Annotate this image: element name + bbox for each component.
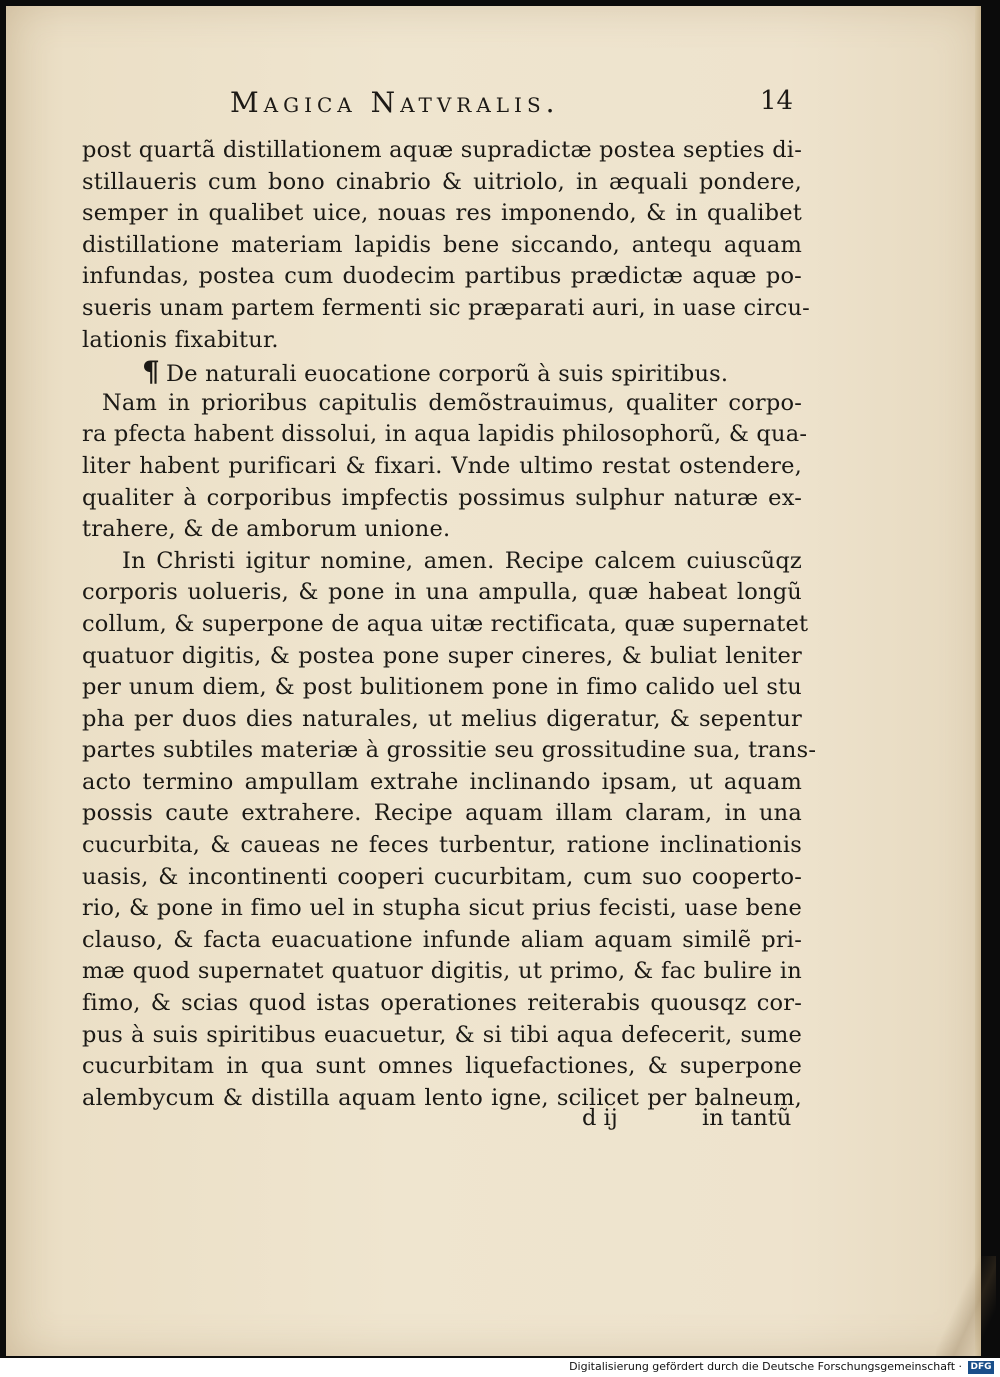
text-line: stillaueris cum bono cinabrio & uitriolo, in æquali pondere, (82, 168, 802, 195)
text-line: possis caute extrahere. Recipe aquam illam claram, in una (82, 800, 802, 827)
text-line: infundas, postea cum duodecim partibus prædictæ aquæ po- (82, 263, 802, 290)
text-line: per unum diem, & post bulitionem pone in fimo calido uel stu (82, 674, 802, 701)
text-line: liter habent purificari & fixari. Vnde ultimo restat ostendere, (82, 452, 802, 479)
pilcrow-icon: ¶ (142, 355, 161, 389)
text-line: post quartã distillationem aquæ supradictæ postea septies di- (82, 137, 802, 163)
text-line: quatuor digitis, & postea pone super cineres, & buliat leniter (82, 642, 802, 669)
funding-note: Digitalisierung gefördert durch die Deutsche Forschungsgemeinschaft · (569, 1360, 962, 1373)
text-line: clauso, & facta euacuatione infunde aliam aquam similẽ pri- (82, 926, 802, 953)
text-line: corporis uolueris, & pone in una ampulla, quæ habeat longũ (82, 579, 802, 606)
text-line: acto termino ampullam extrahe inclinando ipsam, ut aquam (82, 768, 802, 795)
text-line: cucurbita, & caueas ne feces turbentur, ratione inclinationis (82, 832, 802, 859)
dfg-logo: DFG (968, 1361, 994, 1374)
text-line: distillatione materiam lapidis bene siccando, antequ aquam (82, 231, 802, 258)
text-line: Nam in prioribus capitulis demõstrauimus, qualiter corpo- (102, 389, 802, 416)
section-heading-text: De naturali euocatione corporũ à suis spiritibus. (166, 361, 729, 388)
text-line: pha per duos dies naturales, ut melius digeratur, & sepentur (82, 705, 802, 732)
page-edge (975, 6, 981, 1356)
text-line: semper in qualibet uice, nouas res imponendo, & in qualibet (82, 200, 802, 227)
signature-row (82, 1105, 802, 1137)
text-line: ra pfecta habent dissolui, in aqua lapidis philosophorũ, & qua- (82, 421, 808, 448)
text-line: trahere, & de amborum unione. (82, 516, 451, 543)
body-text (82, 135, 817, 1114)
text-line: In Christi igitur nomine, amen. Recipe calcem cuiuscũqz (122, 547, 802, 574)
text-line: uasis, & incontinenti cooperi cucurbitam, cum suo cooperto- (82, 863, 802, 890)
footer-bar (0, 1358, 1000, 1377)
text-line: pus à suis spiritibus euacuetur, & si tibi aqua defecerit, sume (82, 1021, 802, 1048)
text-line: lationis fixabitur. (82, 326, 279, 353)
signature-mark: d ij (582, 1105, 618, 1131)
text-line: qualiter à corporibus impfectis possimus sulphur naturæ ex- (82, 484, 802, 511)
catchword: in tantũ (702, 1105, 792, 1131)
text-line: sueris unam partem fermenti sic præparati auri, in uase circu- (82, 294, 810, 321)
page-fold-shadow (936, 1256, 996, 1356)
running-title: Magica Natvralis. (230, 86, 560, 119)
text-line: rio, & pone in fimo uel in stupha sicut prius fecisti, uase bene (82, 895, 802, 922)
text-line: collum, & superpone de aqua uitæ rectificata, quæ supernatet (82, 610, 809, 637)
text-line: mæ quod supernatet quatuor digitis, ut primo, & fac bulire in (82, 958, 802, 985)
text-line: alembycum & distilla aquam lento igne, scilicet per balneum, (82, 1084, 802, 1111)
page-header (200, 78, 800, 128)
section-heading (82, 356, 802, 388)
page-number: 14 (760, 86, 794, 116)
text-line: fimo, & scias quod istas operationes reiterabis quousqz cor- (82, 990, 802, 1017)
text-line: cucurbitam in qua sunt omnes liquefactiones, & superpone (82, 1053, 802, 1080)
text-line: partes subtiles materiæ à grossitie seu grossitudine sua, trans- (82, 737, 817, 764)
